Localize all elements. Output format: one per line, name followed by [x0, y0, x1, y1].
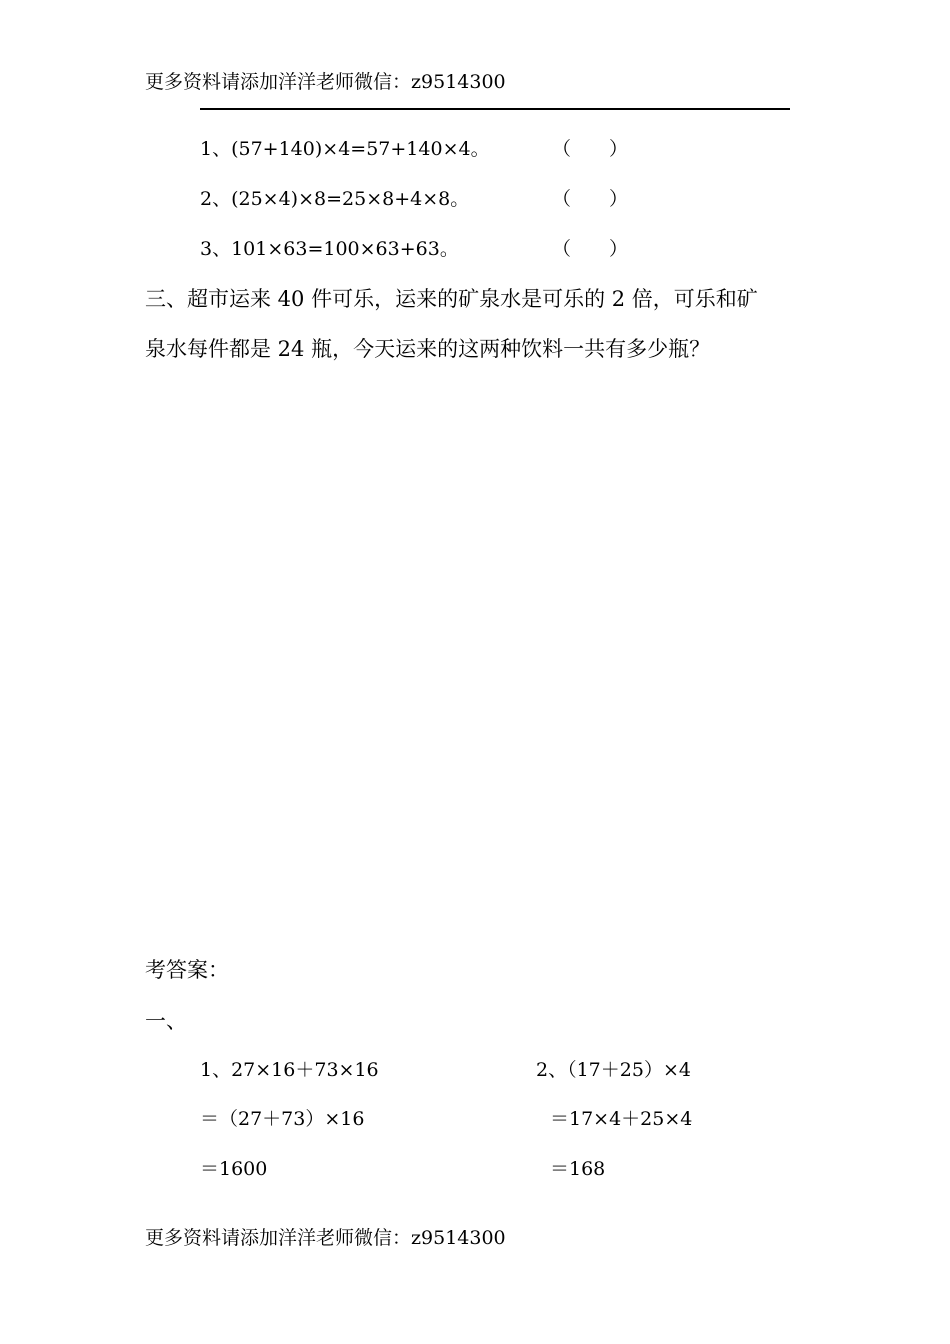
judgement-item-2: 2、(25×4)×8=25×8+4×8。: [200, 188, 470, 210]
answer-left-line-3: ＝1600: [200, 1158, 268, 1180]
answer-right-line-1: 2、（17＋25）×4: [536, 1059, 691, 1081]
judgement-item-3: 3、101×63=100×63+63。: [200, 238, 459, 260]
answers-title: 考答案：: [145, 958, 229, 982]
header-text: 更多资料请添加洋洋老师微信：z9514300: [145, 71, 506, 93]
answer-right-line-3: ＝168: [550, 1158, 606, 1180]
judgement-item-1: 1、(57+140)×4=57+140×4。: [200, 138, 490, 160]
header-rule: [200, 108, 790, 110]
answer-left-line-1: 1、27×16＋73×16: [200, 1059, 379, 1081]
problem-three-line-1: 三、超市运来 40 件可乐，运来的矿泉水是可乐的 2 倍，可乐和矿: [145, 287, 758, 311]
problem-three-line-2: 泉水每件都是 24 瓶，今天运来的这两种饮料一共有多少瓶？: [145, 337, 711, 361]
answer-blank-1: （ ）: [552, 138, 629, 160]
answer-blank-2: （ ）: [552, 188, 629, 210]
answer-right-line-2: ＝17×4＋25×4: [550, 1108, 693, 1130]
answers-part-one: 一、: [145, 1009, 187, 1033]
answer-blank-3: （ ）: [552, 238, 629, 260]
answer-left-line-2: ＝（27＋73）×16: [200, 1108, 365, 1130]
footer-text: 更多资料请添加洋洋老师微信：z9514300: [145, 1227, 506, 1249]
